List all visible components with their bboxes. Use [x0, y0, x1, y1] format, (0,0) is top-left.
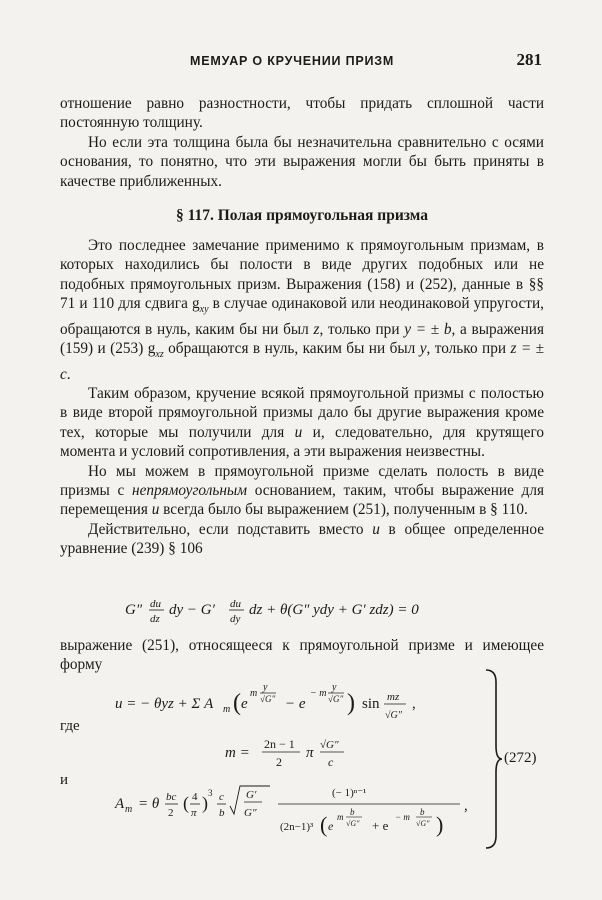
svg-text:,: ,	[464, 798, 468, 814]
svg-text:− m: − m	[310, 688, 327, 699]
svg-text:− e: − e	[285, 696, 306, 712]
svg-text:√G″: √G″	[328, 694, 344, 704]
text-run: в общее определенное уравнение (239) § 106	[60, 520, 544, 558]
text-run: Таким образом, кручение всякой прямоугольной призмы с полостью в виде второй прямоугольной призмы дало бы другие выражения кроме тех, которые мы получили для	[60, 384, 544, 441]
svg-text:du: du	[150, 598, 161, 610]
svg-text:− m: − m	[395, 812, 410, 822]
text-run: в случае одинаковой или неодинаковой упругости, обращаются в нуль, каким бы ни был	[60, 295, 544, 338]
svg-text:2: 2	[276, 755, 282, 769]
paragraph-6	[60, 636, 544, 675]
right-brace	[484, 668, 504, 850]
equation-239	[120, 592, 500, 632]
text-run: и, следовательно, для крутящего момента и условий сопротивления, а эти выражения неизвестны.	[60, 423, 544, 461]
svg-text:2n − 1: 2n − 1	[264, 737, 295, 751]
svg-text:m: m	[250, 688, 258, 699]
svg-text:(: (	[320, 812, 328, 837]
text-run: Действительно, если подставить вместо	[88, 520, 373, 538]
svg-text:bc: bc	[166, 791, 177, 803]
subscript: xy	[199, 304, 209, 316]
svg-text:): )	[202, 793, 208, 813]
math-expr: z = ± c	[60, 340, 544, 383]
paragraph: выражение (251), относящееся к прямоугольной призме и имеющее форму	[60, 637, 544, 674]
math-var: u	[294, 423, 303, 441]
svg-text:): )	[347, 690, 355, 716]
svg-text:m: m	[223, 704, 231, 715]
equation-am	[110, 778, 490, 844]
subscript: xz	[155, 349, 164, 361]
svg-text:y: y	[263, 682, 268, 693]
svg-text:(2n−1)³: (2n−1)³	[280, 821, 314, 833]
equation-m	[220, 728, 390, 776]
svg-text:√G″: √G″	[385, 710, 402, 721]
paragraph	[60, 384, 544, 462]
svg-text:b: b	[350, 807, 355, 817]
svg-text:du: du	[230, 598, 241, 610]
italic-word: непрямоугольным	[131, 481, 248, 499]
equation-u	[110, 676, 490, 726]
svg-text:3: 3	[208, 788, 213, 798]
svg-text:√G″: √G″	[260, 694, 276, 704]
svg-text:c: c	[219, 791, 224, 803]
svg-text:√G″: √G″	[346, 819, 360, 828]
paragraph	[60, 236, 544, 384]
svg-text:π: π	[306, 745, 314, 761]
svg-text:e: e	[241, 696, 248, 712]
svg-text:4: 4	[192, 791, 198, 803]
svg-text:b: b	[420, 807, 425, 817]
text-run: всегда было бы выражением (251), полученным в § 110.	[159, 501, 528, 519]
math-expr: y = ± b	[404, 320, 452, 338]
text-run: .	[66, 365, 71, 383]
svg-text:dz + θ(G″ ydy + G′ zdz) = 0: dz + θ(G″ ydy + G′ zdz) = 0	[249, 602, 419, 618]
svg-text:dy: dy	[230, 613, 241, 625]
svg-text:dz: dz	[150, 613, 160, 625]
text-run: , а выражения (159) и (253) g	[60, 320, 544, 358]
svg-text:m: m	[337, 812, 344, 822]
svg-text:c: c	[328, 755, 334, 769]
text-run: Это последнее замечание применимо к прямоугольным призмам, в которых находились бы полости в виде других подобных или не подобных прямоугольных призм. Выражения (158) и (252), данные в §§ 71 и 110 для сдвига g	[60, 237, 544, 313]
page-header	[60, 50, 544, 74]
word-where: где	[60, 718, 80, 734]
svg-text:A: A	[115, 796, 125, 812]
math-var: z	[313, 320, 320, 338]
paragraph: отношение равно разностности, чтобы придать сплошной части постоянную толщину.	[60, 95, 544, 132]
equation-number: (272)	[504, 750, 537, 766]
svg-text:2: 2	[168, 807, 174, 819]
svg-text:π: π	[191, 807, 197, 819]
main-text	[60, 236, 544, 559]
svg-text:dy − G′: dy − G′	[169, 602, 215, 618]
page-number: 281	[516, 50, 542, 69]
math-var: y	[419, 340, 427, 358]
svg-text:mz: mz	[387, 691, 400, 703]
section-title: § 117. Полая прямоугольная призма	[175, 207, 428, 224]
svg-text:,: ,	[412, 696, 416, 712]
paragraph: Но если эта толщина была бы незначительна сравнительно с осями основания, то понятно, что эти выражения могли бы быть приняты в качестве приближенных.	[60, 133, 544, 190]
svg-text:√G″: √G″	[320, 739, 339, 751]
svg-text:(: (	[233, 690, 241, 716]
running-title: МЕМУАР О КРУЧЕНИИ ПРИЗМ	[190, 54, 395, 68]
svg-text:+ e: + e	[372, 818, 389, 833]
math-var: u	[372, 520, 380, 538]
paragraphs-top	[60, 94, 544, 191]
svg-text:b: b	[219, 807, 225, 819]
text-run: обращаются в нуль, каким бы ни был	[163, 340, 420, 358]
svg-text:m =: m =	[225, 745, 250, 761]
svg-text:G′: G′	[246, 789, 257, 801]
svg-text:G″: G″	[125, 602, 143, 618]
svg-text:y: y	[332, 682, 337, 693]
svg-text:sin: sin	[362, 696, 380, 712]
svg-text:(− 1)ⁿ⁻¹: (− 1)ⁿ⁻¹	[332, 787, 367, 799]
text-run: основанием, таким, чтобы выражение для перемещения	[60, 481, 544, 519]
svg-text:e: e	[328, 819, 334, 833]
paragraph	[60, 462, 544, 520]
svg-text:= θ: = θ	[138, 796, 160, 812]
text-run: , только при	[319, 320, 405, 338]
paragraph	[60, 520, 544, 559]
svg-text:m: m	[125, 804, 133, 815]
svg-text:(: (	[183, 793, 189, 813]
text-run: , только при	[426, 340, 511, 358]
svg-text:G″: G″	[244, 807, 257, 819]
math-var: u	[151, 501, 160, 519]
word-and: и	[60, 772, 69, 788]
svg-text:√G″: √G″	[416, 819, 430, 828]
svg-text:u = − θyz + Σ A: u = − θyz + Σ A	[115, 696, 214, 712]
text-run: Но мы можем в прямоугольной призме сделать полость в виде призмы с	[60, 462, 544, 499]
svg-text:): )	[436, 812, 444, 837]
